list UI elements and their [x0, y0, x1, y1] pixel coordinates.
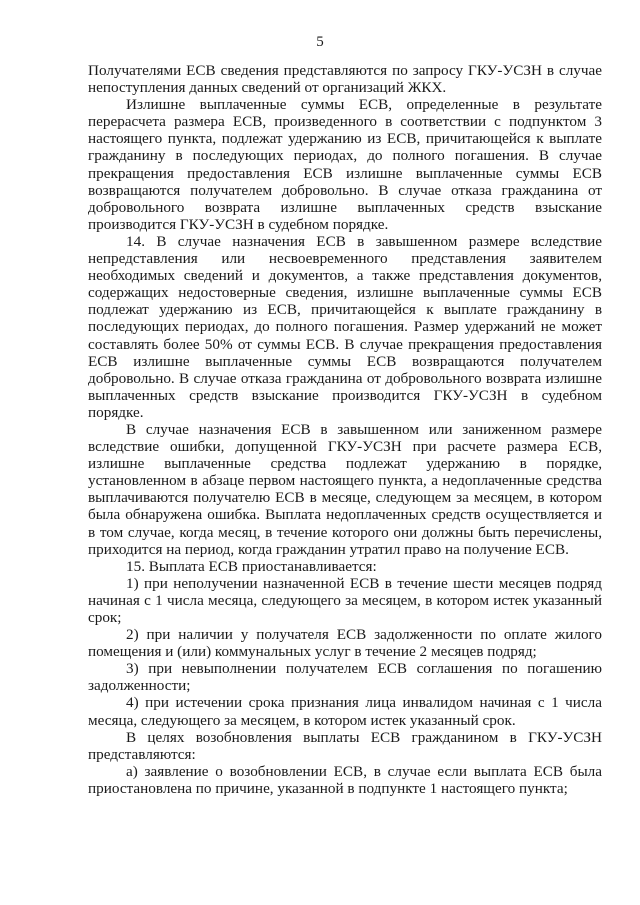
paragraph-resumption: В целях возобновления выплаты ЕСВ гражданином в ГКУ-УСЗН представляются:: [88, 728, 602, 763]
list-item-2: 2) при наличии у получателя ЕСВ задолженности по оплате жилого помещения и (или) коммунальных услуг в течение 2 месяцев подряд;: [88, 626, 602, 661]
page-number: 5: [316, 34, 324, 50]
list-item-3: 3) при невыполнении получателем ЕСВ соглашения по погашению задолженности;: [88, 660, 602, 695]
list-item-1: 1) при неполучении назначенной ЕСВ в течение шести месяцев подряд начиная с 1 числа месяца, следующего за месяцем, в котором истек указанный срок;: [88, 574, 602, 626]
paragraph-continuation: Получателями ЕСВ сведения представляются по запросу ГКУ-УСЗН в случае непоступления данных сведений от организаций ЖКХ.: [88, 62, 602, 97]
paragraph-clause-14: 14. В случае назначения ЕСВ в завышенном размере вследствие непредставления или несвоевременного представления заявителем необходимых сведений и документов, а также представления документов, содержащих недостоверные сведения, излишне выплаченные суммы ЕСВ подлежат удержанию из ЕСВ, причитающейся к выплате гражданину в последующих периодах, до полного погашения. Размер удержаний не может составлять более 50% от суммы ЕСВ. В случае прекращения предоставления ЕСВ излишне выплаченные суммы ЕСВ возвращаются получателем добровольно. В случае отказа гражданина от добровольного возврата излишне выплаченных средств взыскание производится ГКУ-УСЗН в судебном порядке.: [88, 232, 602, 421]
paragraph-clause-15: 15. Выплата ЕСВ приостанавливается:: [126, 557, 377, 575]
list-item-a: а) заявление о возобновлении ЕСВ, в случае если выплата ЕСВ была приостановлена по причине, указанной в подпункте 1 настоящего пункта;: [88, 762, 602, 797]
list-item-4: 4) при истечении срока признания лица инвалидом начиная с 1 числа месяца, следующего за месяцем, в котором истек указанный срок.: [88, 694, 602, 729]
paragraph-overpayment-recalculation: Излишне выплаченные суммы ЕСВ, определенные в результате перерасчета размера ЕСВ, произведенного в соответствии с подпунктом 3 настоящего пункта, подлежат удержанию из ЕСВ, причитающейся к выплате гражданину в последующих периодах, до полного погашения. В случае прекращения предоставления ЕСВ излишне выплаченные суммы ЕСВ возвращаются получателем добровольно. В случае отказа гражданина от добровольного возврата излишне выплаченных средств взыскание производится ГКУ-УСЗН в судебном порядке.: [88, 96, 602, 233]
paragraph-calculation-error: В случае назначения ЕСВ в завышенном или заниженном размере вследствие ошибки, допущенной ГКУ-УСЗН при расчете размера ЕСВ, излишне выплаченные средства подлежат удержанию в порядке, установленном в абзаце первом настоящего пункта, а недоплаченные средства выплачиваются получателю ЕСВ в месяце, следующем за месяцем, в котором была обнаружена ошибка. Выплата недоплаченных средств осуществляется и в том случае, когда месяц, в течение которого они должны быть перечислены, приходится на период, когда гражданин утратил право на получение ЕСВ.: [88, 420, 602, 558]
document-body: [88, 62, 602, 797]
